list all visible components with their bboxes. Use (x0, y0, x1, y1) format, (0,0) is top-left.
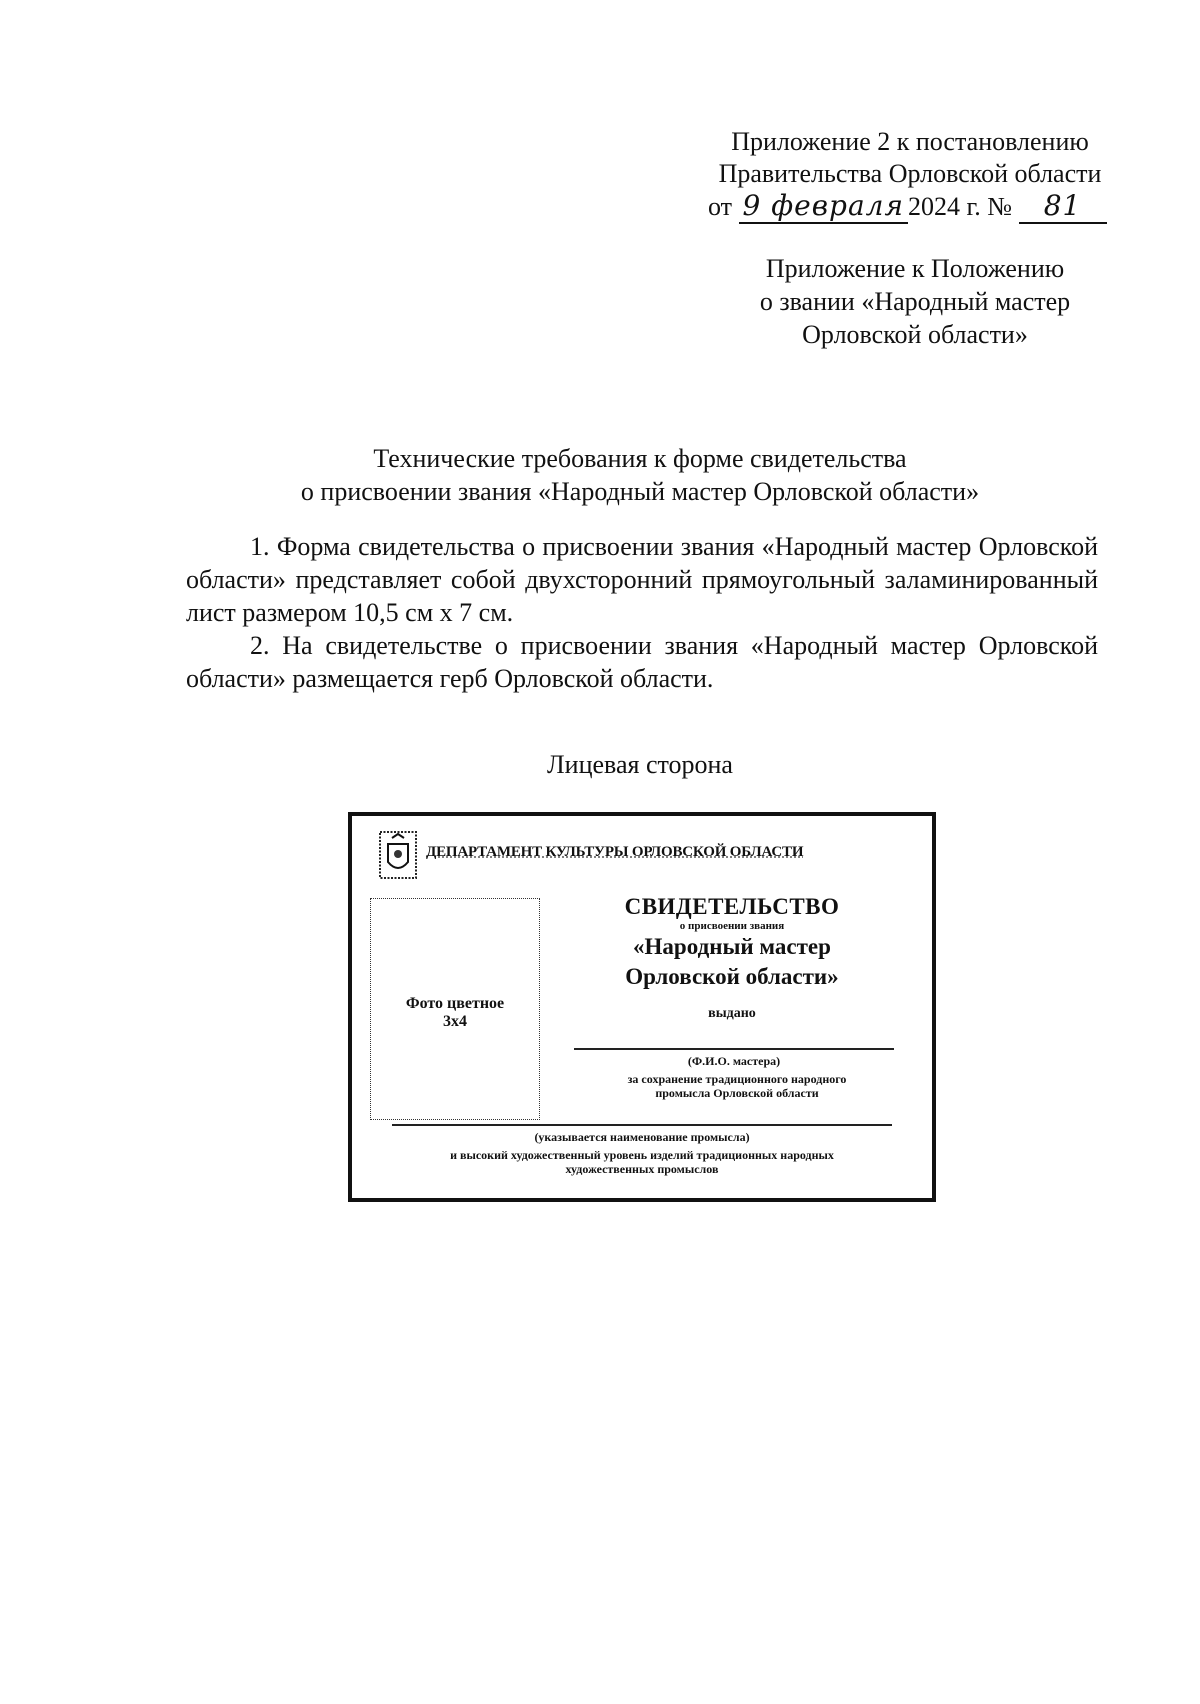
regulation-line-2: о звании «Народный мастер (759, 287, 1071, 316)
certificate-department: ДЕПАРТАМЕНТ КУЛЬТУРЫ ОРЛОВСКОЙ ОБЛАСТИ (426, 844, 804, 860)
certificate-honor-line-1: «Народный мастер (633, 934, 831, 959)
certificate-heading: СВИДЕТЕЛЬСТВО (624, 894, 840, 919)
regulation-line-3: Орловской области» (802, 320, 1028, 349)
title-line-1: Технические требования к форме свидетельства (373, 444, 907, 473)
body-item-2: 2. На свидетельстве о присвоении звания «Народный мастер Орловской области» размещается герб Орловской области. (186, 631, 1098, 693)
coat-of-arms-icon (378, 830, 418, 880)
date-year: 2024 г. № (908, 192, 1013, 221)
date-prefix: от (708, 192, 733, 221)
certificate-honor-line-2: Орловской области» (625, 964, 839, 989)
photo-label (371, 995, 539, 1031)
body-item-1: 1. Форма свидетельства о присвоении звания «Народный мастер Орловской области» представляет собой двухсторонний прямоугольный заламинированный лист размером 10,5 см х 7 см. (186, 532, 1098, 627)
certificate-subheading: о присвоении звания (679, 920, 785, 932)
purpose-text (552, 1072, 922, 1100)
appendix-line-1: Приложение 2 к постановлению (731, 127, 1089, 156)
handwritten-date: 9 февраля (739, 190, 908, 224)
purpose-line-1: за сохранение традиционного народного (627, 1072, 847, 1086)
document-title (180, 442, 1100, 508)
side-label: Лицевая сторона (547, 750, 733, 779)
fio-caption: (Ф.И.О. мастера) (687, 1054, 781, 1068)
quality-line-2: художественных промыслов (565, 1162, 719, 1176)
craft-rule (392, 1124, 892, 1126)
photo-label-line-1: Фото цветное (405, 995, 505, 1012)
regulation-line-1: Приложение к Положению (765, 254, 1065, 283)
handwritten-number: 81 (1019, 190, 1107, 224)
title-line-2: о присвоении звания «Народный мастер Орловской области» (300, 477, 980, 506)
appendix-line-2: Правительства Орловской области (718, 159, 1102, 188)
photo-label-line-2: 3х4 (443, 1013, 467, 1030)
certificate-main (552, 894, 912, 1022)
certificate-issued: выдано (708, 1006, 756, 1021)
purpose-line-2: промысла Орловской области (655, 1086, 819, 1100)
document-body (186, 530, 1098, 695)
quality-line-1: и высокий художественный уровень изделий традиционных народных (450, 1148, 834, 1162)
quality-text (362, 1148, 922, 1176)
appendix-header (700, 126, 1120, 224)
appendix-date-line (700, 190, 1120, 224)
appendix-regulation (735, 252, 1095, 351)
certificate-figure (348, 812, 936, 1202)
fio-rule (574, 1048, 894, 1050)
photo-placeholder (370, 898, 540, 1120)
craft-caption: (указывается наименование промысла) (534, 1130, 750, 1144)
